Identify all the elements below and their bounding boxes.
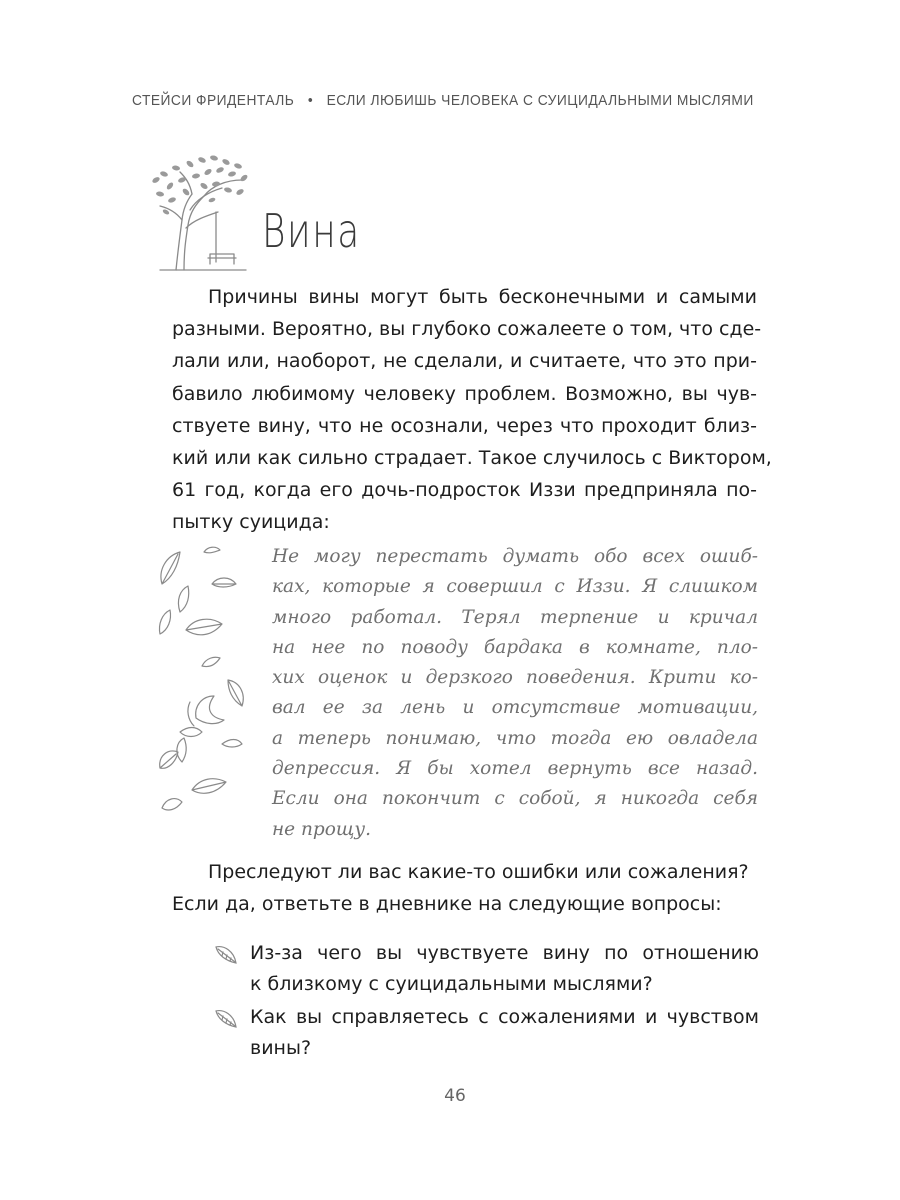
quote-line: вал ее за лень и отсутствие мотивации, (272, 697, 758, 719)
falling-leaves-icon (152, 540, 252, 840)
quote-line: ках, которые я совершил с Иззи. Я слишком (272, 576, 758, 598)
quote-block (272, 542, 758, 845)
leaf-bullet-icon (214, 1007, 238, 1029)
running-header (132, 92, 754, 109)
list-item (214, 938, 759, 999)
quote-line: а теперь понимаю, что тогда ею овладела (272, 727, 758, 749)
header-book-title: ЕСЛИ ЛЮБИШЬ ЧЕЛОВЕКА С СУИЦИДАЛЬНЫМИ МЫСЛЯМИ (326, 92, 754, 109)
question-line: к близкому с суицидальными мыслями? (250, 972, 653, 995)
quote-line: много работал. Терял терпение и кричал (272, 606, 758, 628)
page-number: 46 (444, 1086, 466, 1106)
paragraph-line: разными. Вероятно, вы глубоко сожалеете о том, что сде- (172, 318, 762, 341)
quote-line: не прощу. (272, 818, 372, 840)
intro-paragraph (172, 281, 772, 539)
quote-line: на нее по поводу бардака в комнате, пло- (272, 636, 758, 658)
header-separator: • (307, 92, 314, 109)
header-author: СТЕЙСИ ФРИДЕНТАЛЬ (132, 92, 295, 109)
question-list (214, 938, 759, 1066)
paragraph-line: Если да, ответьте в дневнике на следующие вопросы: (172, 893, 722, 916)
question-line: Как вы справляетесь с сожалениями и чувством (250, 1006, 759, 1028)
list-item (214, 1002, 759, 1063)
paragraph-line: Причины вины могут быть бесконечными и самыми (208, 286, 757, 308)
quote-line: депрессия. Я бы хотел вернуть все назад. (272, 758, 758, 780)
paragraph-line: лали или, наоборот, не сделали, и считаете, что это при- (172, 350, 757, 373)
quote-line: хих оценок и дерзкого поведения. Крити ко- (272, 667, 758, 689)
paragraph-line: кий или как сильно страдает. Такое случилось с Виктором, (172, 447, 772, 470)
prompt-paragraph (172, 856, 757, 920)
question-line: Из-за чего вы чувствуете вину по отношению (250, 942, 759, 964)
question-line: вины? (250, 1036, 312, 1059)
paragraph-line: ствуете вину, что не осознали, через что проходит близ- (172, 414, 757, 437)
tree-illustration-icon (146, 150, 256, 272)
paragraph-line: Преследуют ли вас какие-то ошибки или сожаления? (208, 861, 749, 883)
chapter-title: Вина (262, 204, 361, 258)
leaf-bullet-icon (214, 943, 238, 965)
paragraph-line: бавило любимому человеку проблем. Возможно, вы чув- (172, 382, 757, 405)
paragraph-line: пытку суицида: (172, 511, 330, 534)
paragraph-line: 61 год, когда его дочь-подросток Иззи предприняла по- (172, 479, 757, 502)
quote-line: Если она покончит с собой, я никогда себя (272, 788, 758, 810)
quote-line: Не могу перестать думать обо всех ошиб- (272, 546, 758, 567)
